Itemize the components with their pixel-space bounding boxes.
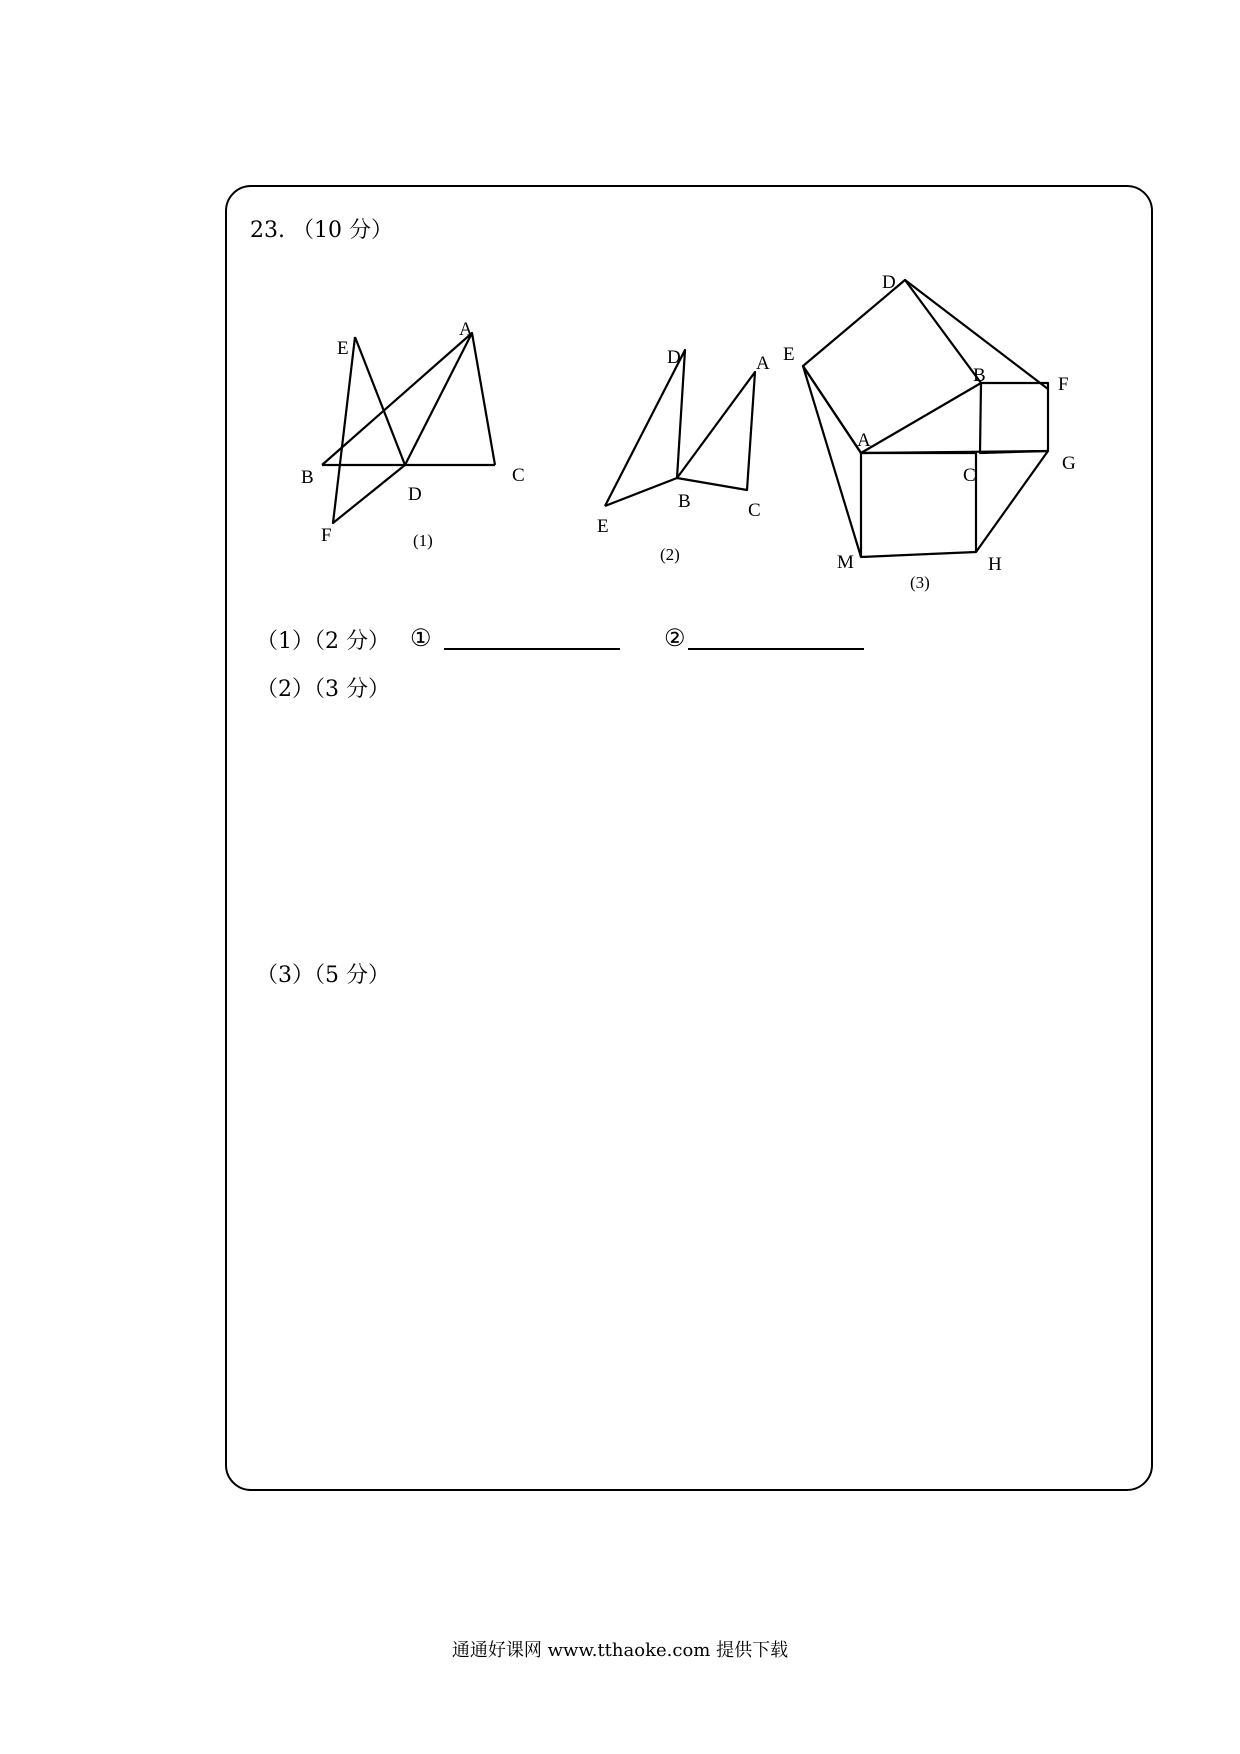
part3-label: （3）（5 分） — [256, 963, 390, 988]
fig2-label-A: A — [756, 353, 770, 374]
fig1-label-C: C — [512, 465, 525, 486]
part1-blank2-line[interactable] — [688, 648, 864, 650]
fig3-label-H: H — [988, 554, 1002, 575]
fig2-label-C: C — [748, 500, 761, 521]
fig3-label-D: D — [882, 272, 896, 293]
fig2-label-E: E — [597, 516, 609, 537]
part1-blank2-mark: ② — [664, 624, 686, 652]
fig1-label-F: F — [321, 525, 332, 546]
fig3-label-F: F — [1058, 374, 1069, 395]
fig2-caption: (2) — [660, 545, 680, 564]
fig1-caption: (1) — [413, 531, 433, 550]
part1-blank1-mark: ① — [410, 624, 432, 652]
figure-3-lines — [803, 280, 1048, 557]
question-number: 23. — [250, 218, 285, 243]
footer-source: 通通好课网 www.tthaoke.com 提供下载 — [451, 1640, 789, 1661]
fig3-label-E: E — [783, 344, 795, 365]
fig2-label-B: B — [678, 491, 691, 512]
fig1-label-E: E — [337, 338, 349, 359]
part1-blank1-line[interactable] — [444, 648, 620, 650]
fig3-label-G: G — [1062, 453, 1076, 474]
fig1-label-D: D — [408, 484, 422, 505]
fig1-label-A: A — [459, 319, 473, 340]
fig3-label-A: A — [857, 430, 871, 451]
part1-label: （1）（2 分） — [256, 629, 390, 654]
fig1-label-B: B — [301, 467, 314, 488]
fig3-label-B: B — [973, 365, 986, 386]
fig3-caption: (3) — [910, 573, 930, 592]
question-points: （10 分） — [292, 218, 393, 243]
part2-label: （2）（3 分） — [256, 677, 390, 702]
figure-2-lines — [605, 350, 755, 506]
fig3-label-C: C — [963, 465, 976, 486]
fig2-label-D: D — [667, 347, 681, 368]
fig3-label-M: M — [837, 552, 854, 573]
